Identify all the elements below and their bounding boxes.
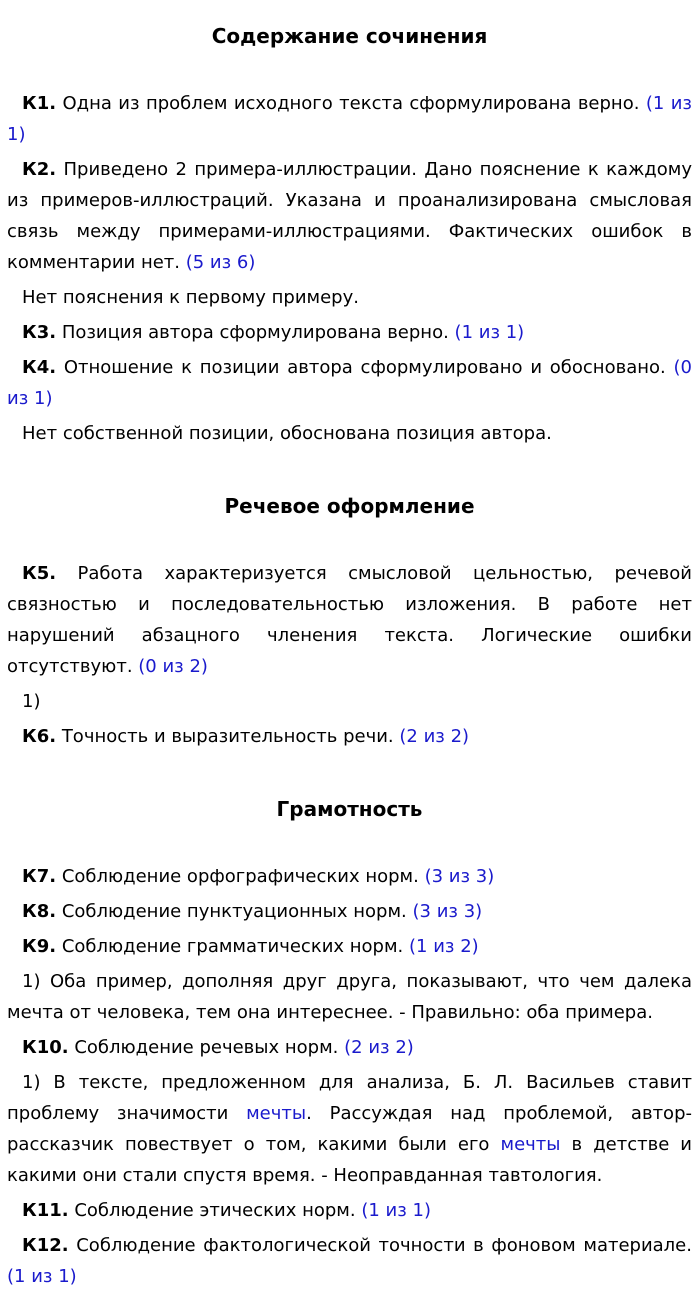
criterion-code: К5. <box>22 563 57 584</box>
criterion-k3 <box>7 317 692 348</box>
criterion-code: К11. <box>22 1200 69 1221</box>
criterion-k8 <box>7 896 692 927</box>
criterion-code: К4. <box>22 357 57 378</box>
criterion-k1 <box>7 88 692 150</box>
criterion-text: Соблюдение речевых норм. <box>74 1037 339 1058</box>
criterion-code: К7. <box>22 866 57 887</box>
criterion-score: (1 из 1) <box>7 93 692 145</box>
criterion-text: Соблюдение орфографических норм. <box>61 866 419 887</box>
criterion-text: Соблюдение фактологической точности в фоновом материале. <box>76 1235 692 1256</box>
highlighted-word: мечты <box>246 1103 307 1124</box>
criterion-k6 <box>7 721 692 752</box>
criterion-text: Работа характеризуется смысловой цельностью, речевой связностью и последовательностью изложения. В работе нет нарушений абзацного членения текста. Логические ошибки отсутствуют. <box>7 563 692 677</box>
criterion-k10 <box>7 1032 692 1063</box>
note-text: в детстве и какими они стали спустя время. - Неоправданная тавтология. <box>7 1134 692 1186</box>
criterion-score: (2 из 2) <box>344 1037 414 1058</box>
criterion-k12 <box>7 1230 692 1292</box>
criterion-code: К12. <box>22 1235 69 1256</box>
criterion-note: 1) <box>22 691 41 712</box>
criterion-text: Соблюдение этических норм. <box>74 1200 356 1221</box>
criterion-text: Точность и выразительность речи. <box>61 726 394 747</box>
criterion-note: Нет собственной позиции, обоснована позиция автора. <box>22 423 552 444</box>
criterion-note: 1) Оба пример, дополняя друг друга, показывают, что чем далека мечта от человека, тем она интереснее. - Правильно: оба примера. <box>7 971 692 1023</box>
criterion-score: (1 из 1) <box>454 322 525 343</box>
criterion-code: К1. <box>22 93 57 114</box>
criterion-text: Позиция автора сформулирована верно. <box>61 322 449 343</box>
criterion-code: К6. <box>22 726 57 747</box>
criterion-score: (3 из 3) <box>424 866 495 887</box>
highlighted-word: мечты <box>500 1134 561 1155</box>
criterion-note <box>7 1067 692 1191</box>
section-title-content: Содержание сочинения <box>211 24 488 48</box>
criterion-k2 <box>7 154 692 278</box>
criterion-score: (1 из 1) <box>361 1200 431 1221</box>
criterion-k7 <box>7 861 692 892</box>
criterion-score: (3 из 3) <box>412 901 483 922</box>
criterion-k9 <box>7 931 692 962</box>
note-text: . Рассуждая над проблемой, автор-рассказчик повествует о том, какими были его <box>7 1103 692 1155</box>
criterion-text: Одна из проблем исходного текста сформулирована верно. <box>62 93 640 114</box>
criterion-code: К10. <box>22 1037 69 1058</box>
criterion-score: (1 из 2) <box>409 936 479 957</box>
criterion-score: (0 из 1) <box>7 357 692 409</box>
criterion-score: (0 из 2) <box>138 656 208 677</box>
criterion-text: Соблюдение грамматических норм. <box>61 936 404 957</box>
section-title-literacy: Грамотность <box>276 797 423 821</box>
criterion-code: К9. <box>22 936 57 957</box>
criterion-note: Нет пояснения к первому примеру. <box>22 287 359 308</box>
criterion-k4 <box>7 352 692 414</box>
criterion-k11 <box>7 1195 692 1226</box>
criterion-code: К2. <box>22 159 57 180</box>
criterion-k5 <box>7 558 692 682</box>
section-title-speech: Речевое оформление <box>224 494 475 518</box>
criterion-score: (2 из 2) <box>399 726 470 747</box>
criterion-text: Отношение к позиции автора сформулировано и обосновано. <box>63 357 666 378</box>
note-text: 1) В тексте, предложенном для анализа, Б. Л. Васильев ставит проблему значимости <box>7 1072 692 1124</box>
criterion-text: Приведено 2 примера-иллюстрации. Дано пояснение к каждому из примеров-иллюстраций. Указана и проанализирована смысловая связь между примерами-иллюстрациями. Фактических ошибок в комментарии нет. <box>7 159 692 273</box>
criterion-score: (5 из 6) <box>185 252 256 273</box>
criterion-text: Соблюдение пунктуационных норм. <box>61 901 407 922</box>
criterion-code: К8. <box>22 901 57 922</box>
criterion-code: К3. <box>22 322 57 343</box>
criterion-score: (1 из 1) <box>7 1266 77 1287</box>
